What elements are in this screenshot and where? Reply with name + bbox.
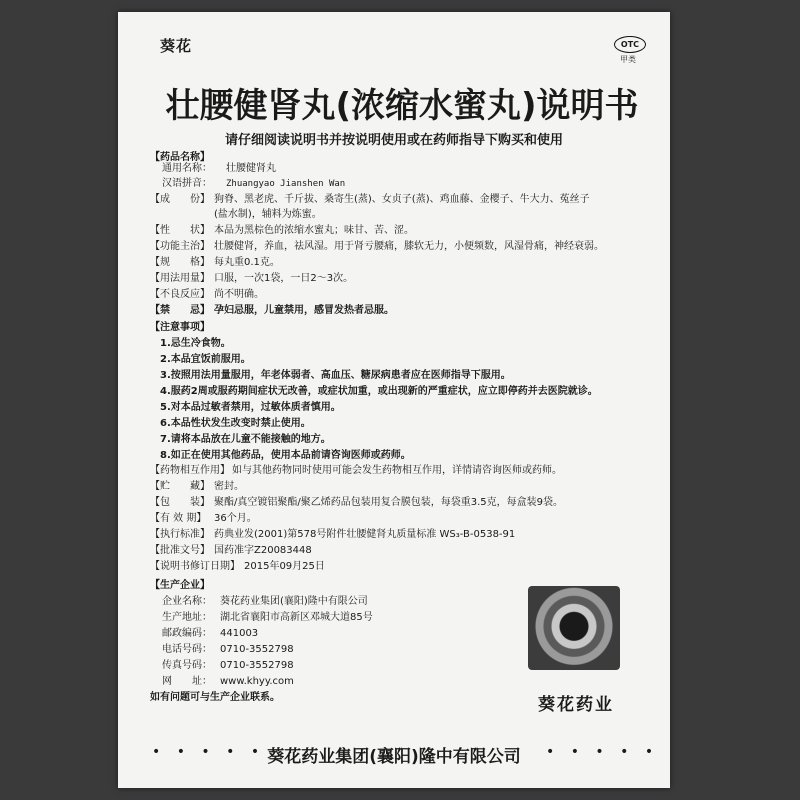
standard-label: 【执行标准】 (150, 529, 210, 540)
precaution-item: 7.请将本品放在儿童不能接触的地方。 (160, 434, 331, 445)
storage-label: 【贮 藏】 (150, 481, 210, 492)
footer-company-name: 葵花药业集团(襄阳)隆中有限公司 (267, 747, 521, 767)
contra-row (150, 304, 394, 318)
spec-row (150, 256, 280, 270)
precaution-item: 8.如正在使用其他药品，使用本品前请咨询医师或药师。 (160, 450, 411, 461)
interaction-row (150, 464, 562, 478)
storage-row (150, 480, 244, 494)
approval-row (150, 544, 312, 558)
manufacturer-label: 传真号码： (162, 660, 212, 671)
leaflet-title: 壮腰健肾丸(浓缩水蜜丸)说明书 (165, 86, 639, 126)
manufacturer-label: 电话号码： (162, 644, 212, 655)
pinyin-label: 汉语拼音： (162, 178, 212, 189)
usage-row (150, 272, 353, 286)
indication-value: 壮腰健肾，养血，祛风湿。用于肾亏腰痛，膝软无力，小便频数，风湿骨痛，神经衰弱。 (214, 241, 604, 252)
package-value: 聚酯/真空镀铝聚酯/聚乙烯药品包装用复合膜包装，每袋重3.5克，每盒装9袋。 (214, 497, 564, 508)
storage-value: 密封。 (214, 481, 244, 492)
precaution-item: 6.本品性状发生改变时禁止使用。 (160, 418, 311, 429)
adverse-label: 【不良反应】 (150, 289, 210, 300)
character-label: 【性 状】 (150, 225, 210, 236)
precaution-item: 4.服药2周或服药期间症状无改善，或症状加重，或出现新的严重症状，应立即停药并去医院就诊。 (160, 386, 598, 397)
footer-dots-right: • • • • • (546, 744, 660, 760)
package-label: 【包 装】 (150, 497, 210, 508)
common-name-row (162, 162, 276, 176)
validity-value: 36个月。 (214, 513, 257, 524)
validity-row (150, 512, 257, 526)
spec-value: 每丸重0.1克。 (214, 257, 280, 268)
contra-label: 【禁 忌】 (150, 305, 210, 316)
spec-label: 【规 格】 (150, 257, 210, 268)
common-name-label: 通用名称： (162, 163, 212, 174)
pinyin-value: Zhuangyao Jianshen Wan (226, 179, 346, 189)
common-name-value: 壮腰健肾丸 (226, 163, 276, 174)
manufacturer-section: 【生产企业】 (150, 580, 210, 591)
adverse-row (150, 288, 264, 302)
revision-value: 2015年09月25日 (244, 561, 325, 572)
manufacturer-row (162, 656, 294, 671)
approval-value: 国药准字Z20083448 (214, 545, 312, 556)
standard-row (150, 528, 515, 542)
ingredients-line2: (盐水制)，辅料为炼蜜。 (214, 209, 322, 220)
manufacturer-label: 网 址： (162, 676, 212, 687)
drug-name-section: 【药品名称】 (150, 152, 210, 163)
manufacturer-label: 企业名称： (162, 596, 212, 607)
manufacturer-value: 441003 (220, 628, 259, 639)
precaution-item: 2.本品宜饭前服用。 (160, 354, 251, 365)
manufacturer-value: 湖北省襄阳市高新区邓城大道85号 (220, 612, 373, 623)
precaution-item: 5.对本品过敏者禁用，过敏体质者慎用。 (160, 402, 341, 413)
ingredients-row (150, 193, 590, 207)
revision-row (150, 560, 325, 574)
leaflet-subtitle: 请仔细阅读说明书并按说明使用或在药师指导下购买和使用 (224, 133, 563, 148)
usage-value: 口服，一次1袋，一日2～3次。 (214, 273, 354, 284)
manufacturer-value: www.khyy.com (220, 676, 294, 687)
interaction-label: 【药物相互作用】 (150, 465, 230, 476)
precaution-item: 1.忌生冷食物。 (160, 338, 231, 349)
manufacturer-row (162, 640, 294, 655)
ingredients-label: 【成 份】 (150, 194, 210, 205)
sunflower-image (528, 586, 620, 670)
manufacturer-value: 0710-3552798 (220, 644, 294, 655)
manufacturer-row (162, 608, 373, 623)
manufacturer-row (162, 624, 258, 639)
interaction-value: 如与其他药物同时使用可能会发生药物相互作用，详情请咨询医师或药师。 (232, 465, 562, 476)
package-row (150, 496, 563, 510)
approval-label: 【批准文号】 (150, 545, 210, 556)
leaflet-sheet (118, 12, 670, 788)
revision-label: 【说明书修订日期】 (150, 561, 240, 572)
indication-label: 【功能主治】 (150, 241, 210, 252)
standard-value: 药典业发(2001)第578号附件壮腰健肾丸质量标准 WS₃-B-0538-91 (214, 529, 516, 540)
validity-label: 【有 效 期】 (150, 513, 207, 524)
indication-row (150, 240, 604, 254)
brand-logo-top: 葵花 (160, 37, 193, 55)
manufacturer-label: 邮政编码： (162, 628, 212, 639)
otc-class-label: 甲类 (620, 55, 636, 64)
usage-label: 【用法用量】 (150, 273, 210, 284)
manufacturer-row (162, 672, 294, 687)
adverse-value: 尚不明确。 (214, 289, 264, 300)
brand-logo-bottom: 葵花药业 (538, 695, 614, 715)
manufacturer-value: 葵花药业集团(襄阳)隆中有限公司 (220, 596, 368, 607)
otc-badge: OTC (614, 36, 646, 53)
character-value: 本品为黑棕色的浓缩水蜜丸；味甘、苦、涩。 (214, 225, 414, 236)
precaution-item: 3.按照用法用量服用，年老体弱者、高血压、糖尿病患者应在医师指导下服用。 (160, 370, 511, 381)
manufacturer-value: 0710-3552798 (220, 660, 294, 671)
ingredients-line1: 狗脊、黑老虎、千斤拔、桑寄生(蒸)、女贞子(蒸)、鸡血藤、金樱子、牛大力、菟丝子 (214, 194, 590, 205)
contra-value: 孕妇忌服，儿童禁用，感冒发热者忌服。 (214, 305, 394, 316)
manufacturer-label: 生产地址： (162, 612, 212, 623)
pinyin-row (162, 177, 345, 191)
character-row (150, 224, 414, 238)
manufacturer-row (162, 592, 368, 607)
precautions-section: 【注意事项】 (150, 322, 210, 333)
contact-note: 如有问题可与生产企业联系。 (150, 692, 280, 703)
footer-dots-left: • • • • • (152, 744, 266, 760)
